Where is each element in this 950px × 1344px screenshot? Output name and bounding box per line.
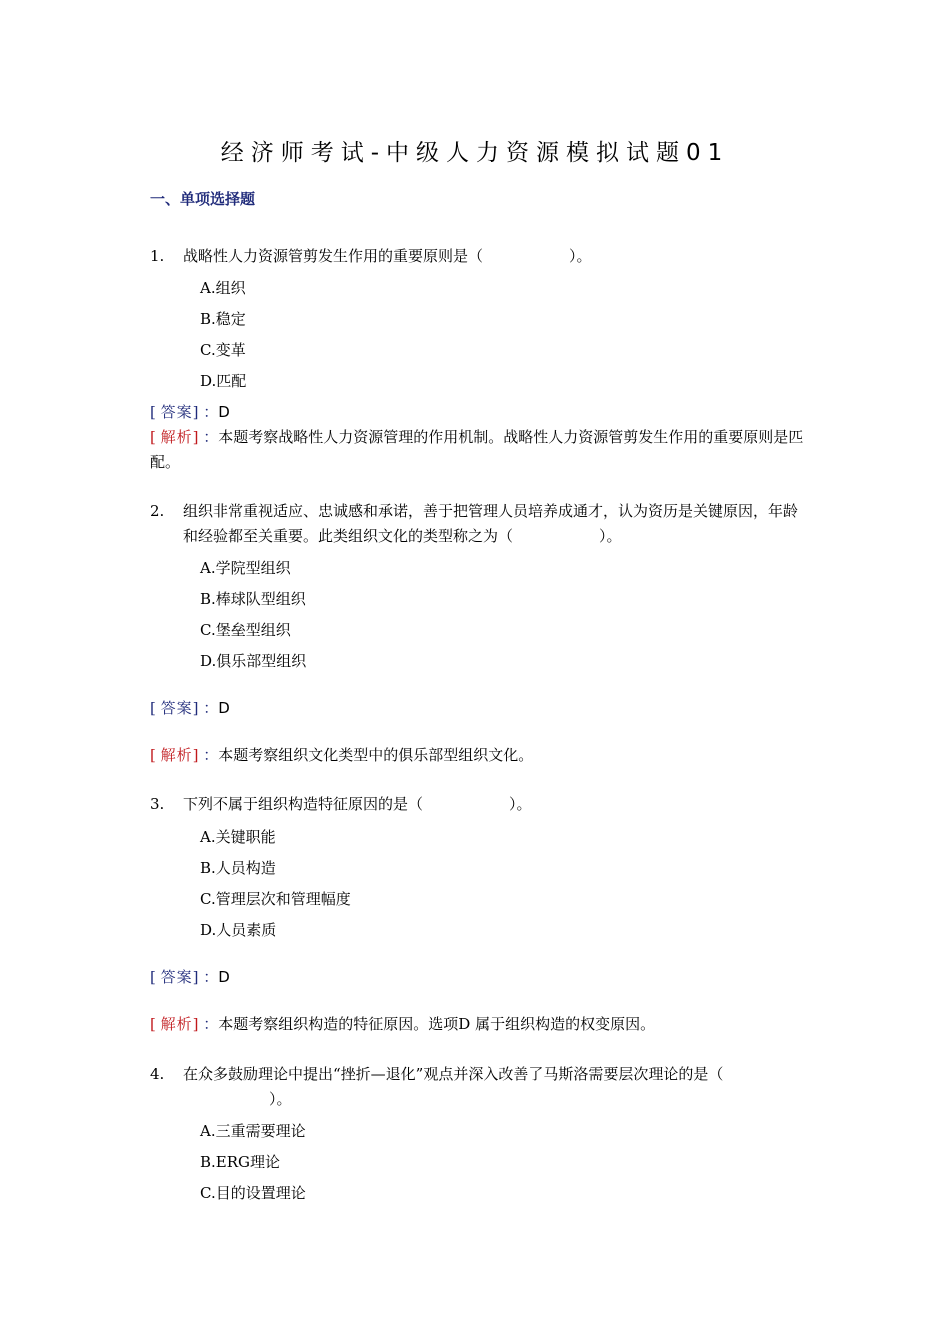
answer-value: D [218, 403, 230, 421]
option-b: B.人员构造 [200, 859, 276, 877]
option-a: A.学院型组织 [200, 559, 291, 577]
option-c: C.管理层次和管理幅度 [200, 890, 351, 908]
document-title: 经济师考试-中级人力资源模拟试题01 [220, 140, 730, 166]
answer-line: [ 答案] ：D [150, 403, 230, 421]
option-a: A.关键职能 [200, 828, 276, 846]
option-d: D.俱乐部型组织 [200, 652, 307, 670]
question-number: 4. [150, 1065, 165, 1083]
question-2: 2. 组织非常重视适应、忠诚感和承诺，善于把管理人员培养成通才，认为资历是关键原因，年龄和经验都至关重要。此类组织文化的类型称之为（ ）。 [150, 499, 805, 549]
analysis-text: 本题考察组织文化类型中的俱乐部型组织文化。 [218, 746, 534, 764]
answer-value: D [218, 699, 230, 717]
option-a: A.组织 [200, 279, 246, 297]
option-b: B.稳定 [200, 310, 246, 328]
section-heading: 一、单项选择题 [150, 190, 256, 208]
analysis-text: 本题考察组织构造的特征原因。选项D 属于组织构造的权变原因。 [218, 1015, 656, 1033]
question-number: 1. [150, 247, 165, 265]
answer-line: [ 答案] ：D [150, 968, 230, 986]
option-d: D.匹配 [200, 372, 247, 390]
question-text: 组织非常重视适应、忠诚感和承诺，善于把管理人员培养成通才，认为资历是关键原因，年龄和经验都至关重要。此类组织文化的类型称之为（ [183, 502, 799, 545]
answer-line: [ 答案] ：D [150, 699, 230, 717]
analysis-block: [ 解析] ：本题考察战略性人力资源管理的作用机制。战略性人力资源管剪发生作用的重要原则是匹配。 [150, 428, 804, 471]
option-b: B.棒球队型组织 [200, 590, 306, 608]
question-number: 2. [150, 502, 165, 520]
question-1: 1. 战略性人力资源管剪发生作用的重要原则是（ ）。 [150, 244, 805, 269]
option-b: B.ERG理论 [200, 1153, 281, 1171]
question-text: 在众多鼓励理论中提出“挫折—退化”观点并深入改善了马斯洛需要层次理论的是（ [183, 1065, 724, 1083]
option-c: C.堡垒型组织 [200, 621, 291, 639]
answer-value: D [218, 968, 230, 986]
analysis-text: 本题考察战略性人力资源管理的作用机制。战略性人力资源管剪发生作用的重要原则是匹配。 [150, 428, 804, 471]
question-text: 下列不属于组织构造特征原因的是（ [183, 795, 424, 813]
question-number: 3. [150, 795, 165, 813]
option-a: A.三重需要理论 [200, 1122, 306, 1140]
option-c: C.变革 [200, 341, 246, 359]
question-3: 3. 下列不属于组织构造特征原因的是（ ）。 [150, 792, 805, 817]
option-d: D.人员素质 [200, 921, 277, 939]
analysis-block: [ 解析] ：本题考察组织文化类型中的俱乐部型组织文化。 [150, 746, 534, 764]
option-c: C.目的设置理论 [200, 1184, 306, 1202]
question-text: 战略性人力资源管剪发生作用的重要原则是（ [183, 247, 484, 265]
analysis-block: [ 解析] ：本题考察组织构造的特征原因。选项D 属于组织构造的权变原因。 [150, 1015, 656, 1033]
question-4: 4. 在众多鼓励理论中提出“挫折—退化”观点并深入改善了马斯洛需要层次理论的是（）。 [150, 1062, 805, 1112]
